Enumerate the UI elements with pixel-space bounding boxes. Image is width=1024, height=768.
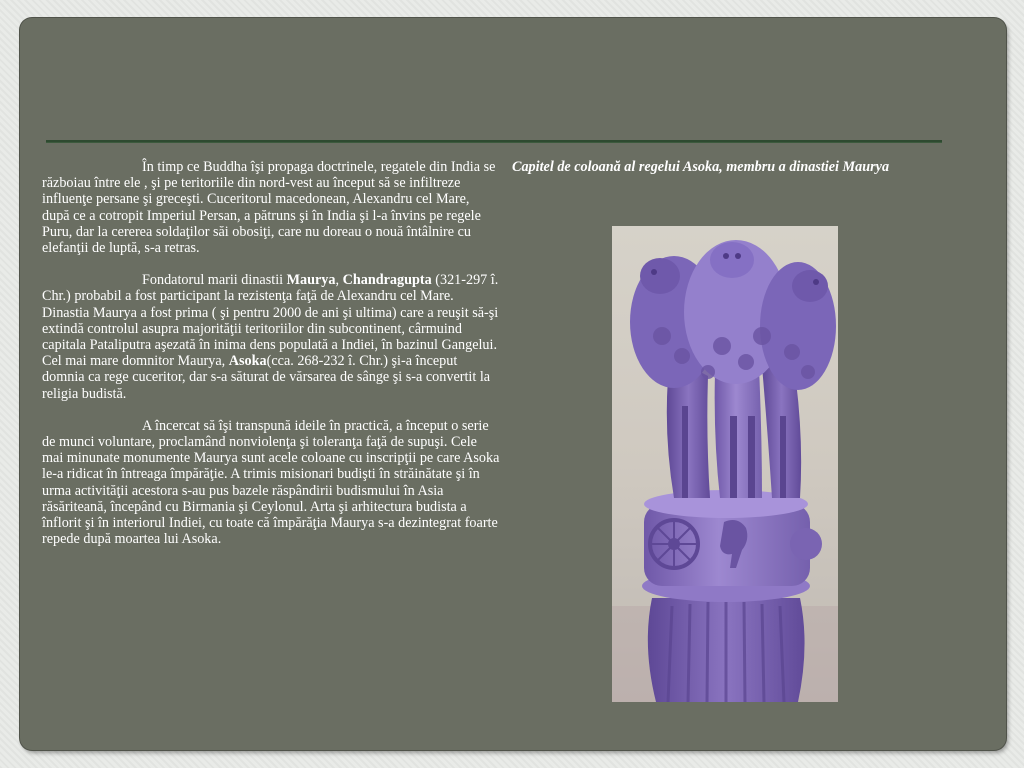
image-caption: Capitel de coloană al regelui Asoka, membru a dinastiei Maurya xyxy=(512,159,890,175)
text-run: (321-297 î. Chr.) probabil a fost participant la rezistenţa faţă de Alexandru cel Mare. Dinastia Maurya a fost prima ( şi pentru 2000 de ani şi ultima) care a reuşit să-şi extindă controlul asupra majorităţii teritoriilor din subcontinent, cârmuind capitala Pataliputra aşezată în inima dens populată a Indiei, în bazinul Gangelui. xyxy=(42,272,499,354)
paragraph-1: În timp ce Buddha îşi propaga doctrinele, regatele din India se războiau între ele , şi pe teritoriile din nord-vest au început să se infiltreze influenţe persane şi greceşti. Cuceritorul macedonean, Alexandru cel Mare, după ce a cotropit Imperiul Persan, a pătruns şi în India şi l-a învins pe regele Puru, dar la cererea soldaţilor săi obosiţi, care nu doreau o nouă întâlnire cu elefanţii de luptă, s-a retras. xyxy=(42,159,496,257)
text-run: , xyxy=(335,272,343,289)
text-run: Cel mai mare domnitor Maurya, xyxy=(42,353,229,370)
text-run: Fondatorul marii dinastii xyxy=(142,272,287,289)
paragraph-4: A încercat să îşi transpună ideile în practică, a început o serie de munci voluntare, proclamând nonviolenţa şi toleranţa faţă de supuşi. Cele mai minunate monumente Maurya sunt acele coloane cu inscripţii pe care Asoka le-a ridicat în întreaga împărăţie. A trimis misionari budişti în străinătate şi în urma activităţii acestora s-au pus bazele răspândirii budismului în Asia răsăriteană, începând cu Birmania şi Ceylonul. Arta şi arhitectura budista a înflorit şi în interiorul Indiei, cu toate că împărăţia Maurya s-a dezintegrat foarte repede după moartea lui Asoka. xyxy=(42,417,500,548)
paragraph-2 xyxy=(42,272,500,353)
body-text xyxy=(42,159,500,547)
lion-capital-illustration xyxy=(612,226,838,702)
founder-name: Chandragupta xyxy=(342,272,432,289)
text-run: (cca. 268-232 î. Chr.) şi-a început domnia ca rege cuceritor, dar s-a săturat de vărsarea de sânge şi s-a convertit la religia budistă. xyxy=(42,353,491,402)
dynasty-name: Maurya xyxy=(286,272,336,289)
ruler-name: Asoka xyxy=(228,353,267,370)
paragraph-3 xyxy=(42,353,500,402)
asoka-lion-capital-image xyxy=(612,226,838,702)
title-divider xyxy=(46,140,942,143)
